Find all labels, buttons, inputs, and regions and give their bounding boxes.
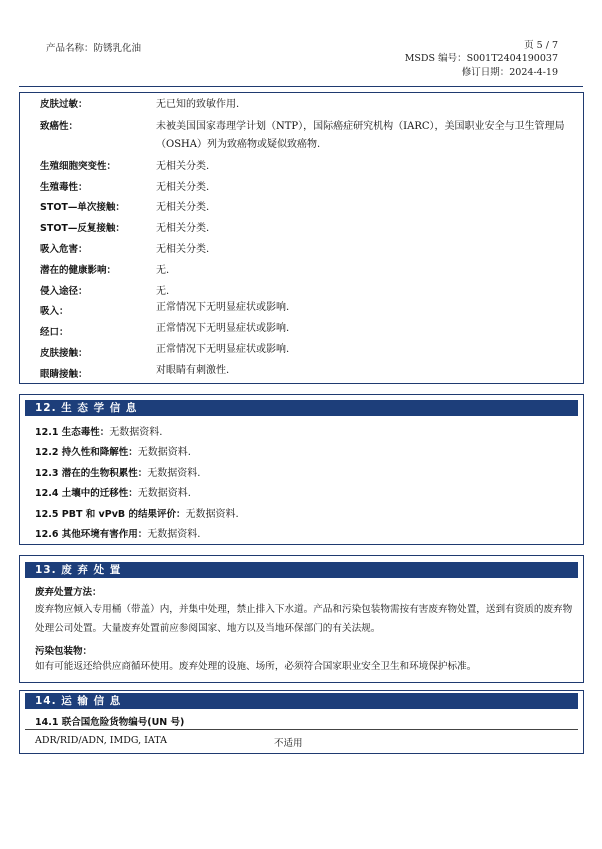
value-eye-contact: 对眼睛有刺激性.	[156, 365, 230, 376]
label-ingestion: 经口：	[40, 327, 69, 338]
disposal-method-label: 废弃处置方法：	[35, 587, 102, 598]
value-routes-of-entry: 无.	[156, 286, 170, 297]
label-stot-single: STOT—单次接触：	[40, 202, 125, 213]
value-reproductive-toxicity: 无相关分类.	[156, 182, 210, 193]
eco-item-label: 12.1 生态毒性：	[35, 427, 110, 438]
eco-item-label: 12.6 其他环境有害作用：	[35, 529, 148, 540]
section-12-header: 12. 生 态 学 信 息	[25, 400, 578, 416]
label-routes-of-entry: 侵入途径：	[40, 286, 88, 297]
label-inhalation: 吸入：	[40, 306, 69, 317]
section-13-header: 13. 废 弃 处 置	[25, 562, 578, 578]
transport-regulations: ADR/RID/ADN, IMDG, IATA	[35, 735, 167, 746]
eco-item-pbt-vpvb	[35, 505, 239, 520]
eco-item-persistence	[35, 443, 191, 458]
eco-item-other-effects	[35, 525, 200, 540]
eco-item-value: 无数据资料.	[147, 529, 201, 540]
value-carcinogenicity: 未被美国国家毒理学计划（NTP），国际癌症研究机构（IARC），美国职业安全与卫生管理局（OSHA）列为致癌物或疑似致癌物.	[156, 121, 565, 150]
value-germ-cell-mutagenicity: 无相关分类.	[156, 161, 210, 172]
label-stot-repeated: STOT—反复接触：	[40, 223, 125, 234]
contaminated-packaging-text: 如有可能返还给供应商循环使用。废弃处理的设施、场所，必须符合国家职业安全卫生和环境保护标准。	[35, 661, 477, 672]
value-potential-health-effects: 无.	[156, 265, 170, 276]
revision-date: 修订日期：2024-4-19	[461, 67, 558, 78]
eco-item-value: 无数据资料.	[137, 488, 191, 499]
eco-item-value: 无数据资料.	[147, 468, 201, 479]
eco-item-bioaccumulation	[35, 464, 200, 479]
value-skin-contact: 正常情况下无明显症状或影响.	[156, 344, 290, 355]
eco-item-value: 无数据资料.	[137, 447, 191, 458]
page-number: 页 5 / 7	[524, 40, 558, 51]
label-potential-health-effects: 潜在的健康影响：	[40, 265, 117, 276]
label-skin-sensitization: 皮肤过敏：	[40, 99, 88, 110]
value-stot-repeated: 无相关分类.	[156, 223, 210, 234]
transport-divider	[25, 729, 578, 730]
eco-item-label: 12.5 PBT 和 vPvB 的结果评价：	[35, 509, 186, 520]
eco-item-value: 无数据资料.	[185, 509, 239, 520]
header-divider	[19, 86, 583, 87]
disposal-method-text: 废弃物应倾入专用桶（带盖）内，并集中处理，禁止排入下水道。产品和污染包装物需按有害废弃物处置，送到有资质的废弃物处理公司处置。大量废弃处置前应参阅国家、地方以及当地环保部门的有关法规。	[35, 604, 573, 634]
un-number-label: 14.1 联合国危险货物编号(UN 号)	[35, 717, 185, 728]
label-aspiration-hazard: 吸入危害：	[40, 244, 88, 255]
label-reproductive-toxicity: 生殖毒性：	[40, 182, 88, 193]
value-stot-single: 无相关分类.	[156, 202, 210, 213]
label-germ-cell-mutagenicity: 生殖细胞突变性：	[40, 161, 117, 172]
value-inhalation: 正常情况下无明显症状或影响.	[156, 302, 290, 313]
value-ingestion: 正常情况下无明显症状或影响.	[156, 323, 290, 334]
contaminated-packaging-label: 污染包装物：	[35, 646, 93, 657]
label-skin-contact: 皮肤接触：	[40, 348, 88, 359]
eco-item-label: 12.4 土壤中的迁移性：	[35, 488, 138, 499]
value-aspiration-hazard: 无相关分类.	[156, 244, 210, 255]
eco-item-toxicity	[35, 423, 162, 438]
label-carcinogenicity: 致癌性：	[40, 121, 79, 132]
eco-item-label: 12.2 持久性和降解性：	[35, 447, 138, 458]
section-14-header: 14. 运 输 信 息	[25, 693, 578, 709]
eco-item-label: 12.3 潜在的生物积累性：	[35, 468, 148, 479]
eco-item-soil-mobility	[35, 484, 191, 499]
msds-number: MSDS 编号：S001T2404190037	[404, 53, 558, 64]
label-eye-contact: 眼睛接触：	[40, 369, 88, 380]
product-name: 产品名称：防锈乳化油	[46, 43, 142, 54]
eco-item-value: 无数据资料.	[109, 427, 163, 438]
value-skin-sensitization: 无已知的致敏作用.	[156, 99, 240, 110]
un-number-value: 不适用	[274, 738, 303, 749]
